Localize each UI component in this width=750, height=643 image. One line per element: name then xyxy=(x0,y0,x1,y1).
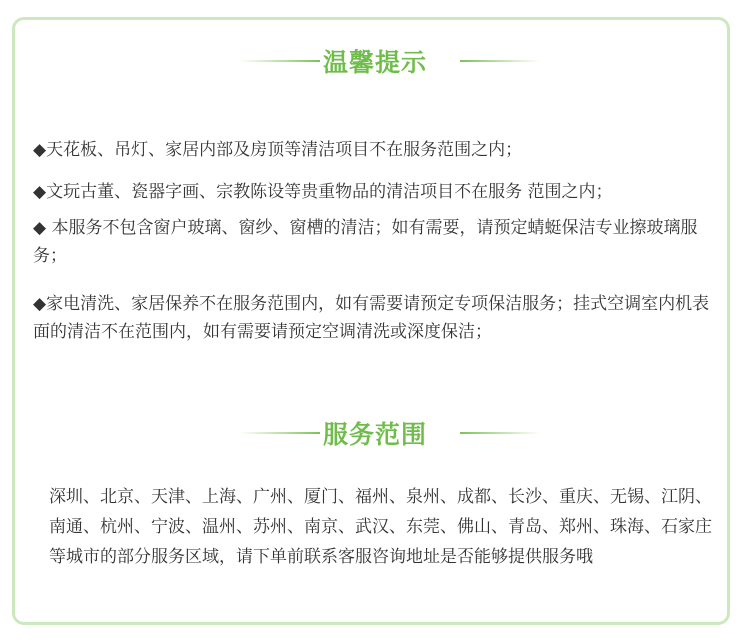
scope-title: 服务范围 xyxy=(322,420,427,449)
service-area-text: 深圳、北京、天津、上海、广州、厦门、福州、泉州、成都、长沙、重庆、无锡、江阴、南通、杭州、宁波、温州、苏州、南京、武汉、东莞、佛山、青岛、郑州、珠海、石家庄等城市的部分服务区域，请下单前联系客服咨询地址是否能够提供服务哦 xyxy=(49,487,712,567)
tip-item-ceiling: ◆天花板、吊灯、家居内部及房顶等清洁项目不在服务范围之内； xyxy=(33,140,523,160)
tip-item-valuables: ◆文玩古董、瓷器字画、宗教陈设等贵重物品的清洁项目不在服务 范围之内； xyxy=(33,182,613,202)
tips-title: 温馨提示 xyxy=(322,48,427,77)
scope-divider-right xyxy=(460,432,540,434)
tip-item-appliances: ◆家电清洗、家居保养不在服务范围内，如有需要请预定专项保洁服务；挂式空调室内机表面的清洁不在范围内，如有需要请预定空调清洗或深度保洁； xyxy=(33,294,710,342)
tip-item-windows: ◆ 本服务不包含窗户玻璃、窗纱、窗槽的清洁；如有需要，请预定蜻蜓保洁专业擦玻璃服务； xyxy=(33,218,698,266)
title-divider-right xyxy=(460,60,540,62)
